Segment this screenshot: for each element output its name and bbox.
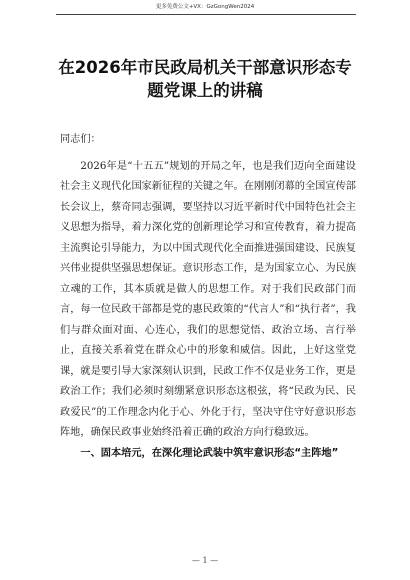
document-title: 在2026年市民政局机关干部意识形态专题党课上的讲稿 [58,58,352,100]
salutation: 同志们： [60,134,101,145]
page-number: — 1 — [191,556,219,565]
section-heading: 一、固本培元，在深化理论武装中筑牢意识形态“主阵地” [80,447,339,459]
body-paragraph: 2026年是“十五五”规划的开局之年，也是我们迈向全面建设社会主义现代化国家新征程的关键之年。在刚刚闭幕的全国宣传部长会议上，蔡奇同志强调，要坚持以习近平新时代中国特色社会主义思想为指导，着力深化党的创新理论学习和宣传教育，着力提高主流舆论引导能力，为以中国式现代化全面推进强国建设、民族复兴伟业提供坚强思想保证。意识形态工作，是为国家立心、为民族立魂的工作，其本质就是做人的思想工作。对于我们民政部门而言，每一位民政干部都是党的惠民政策的“代言人”和“执行者”，我们与群众面对面、心连心，我们的思想觉悟、政治立场、言行举止，直接关系着党在群众心中的形象和威信。因此，上好这堂党课，就是要引导大家深刻认识到，民政工作不仅是业务工作，更是政治工作；我们必须时刻绷紧意识形态这根弦，将“民政为民、民政爱民”的工作理念内化于心、外化于行，坚决守住守好意识形态阵地，确保民政事业始终沿着正确的政治方向行稳致远。 [60,160,356,438]
header-divider [56,14,356,15]
header-note: 更多免费公文+VX：GzGongWen2024 [155,4,255,10]
document-body [60,130,356,464]
